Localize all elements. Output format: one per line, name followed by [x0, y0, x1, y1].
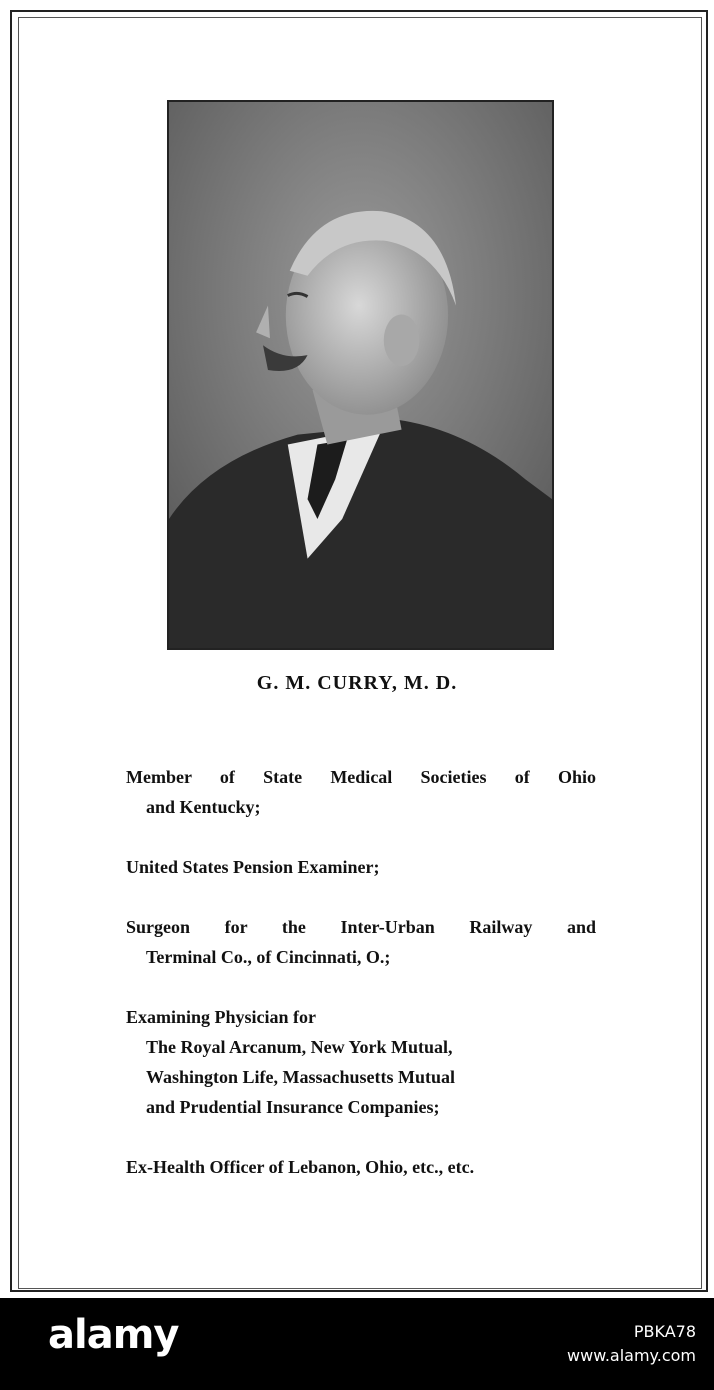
- credential-line: and Prudential Insurance Companies;: [146, 1097, 440, 1117]
- image-id: PBKA78: [633, 1322, 696, 1341]
- credentials-list: [126, 762, 596, 1212]
- watermark-footer: [0, 1298, 714, 1390]
- credential-line: and Kentucky;: [146, 797, 261, 817]
- credential-entry: [126, 762, 596, 822]
- credential-line: Washington Life, Massachusetts Mutual: [146, 1067, 456, 1087]
- credential-entry: [126, 1002, 596, 1122]
- credential-line: Member of State Medical Societies of Ohio: [126, 767, 596, 787]
- site-url: www.alamy.com: [567, 1346, 696, 1365]
- portrait-caption: G. M. CURRY, M. D.: [256, 672, 458, 694]
- credential-line: Examining Physician for: [126, 1007, 317, 1027]
- credential-line: United States Pension Examiner;: [126, 857, 380, 877]
- brand-logo: alamy: [48, 1312, 179, 1358]
- credential-line: Terminal Co., of Cincinnati, O.;: [146, 947, 391, 967]
- image-id-block: [567, 1320, 696, 1368]
- credential-line: Surgeon for the Inter-Urban Railway and: [126, 917, 596, 937]
- credential-line: The Royal Arcanum, New York Mutual,: [146, 1037, 453, 1057]
- portrait-photo: [167, 100, 554, 650]
- credential-entry: [126, 912, 596, 972]
- portrait-illustration: [169, 102, 552, 648]
- credential-entry: [126, 852, 596, 882]
- credential-line: Ex-Health Officer of Lebanon, Ohio, etc., etc.: [126, 1157, 475, 1177]
- credential-entry: [126, 1152, 596, 1182]
